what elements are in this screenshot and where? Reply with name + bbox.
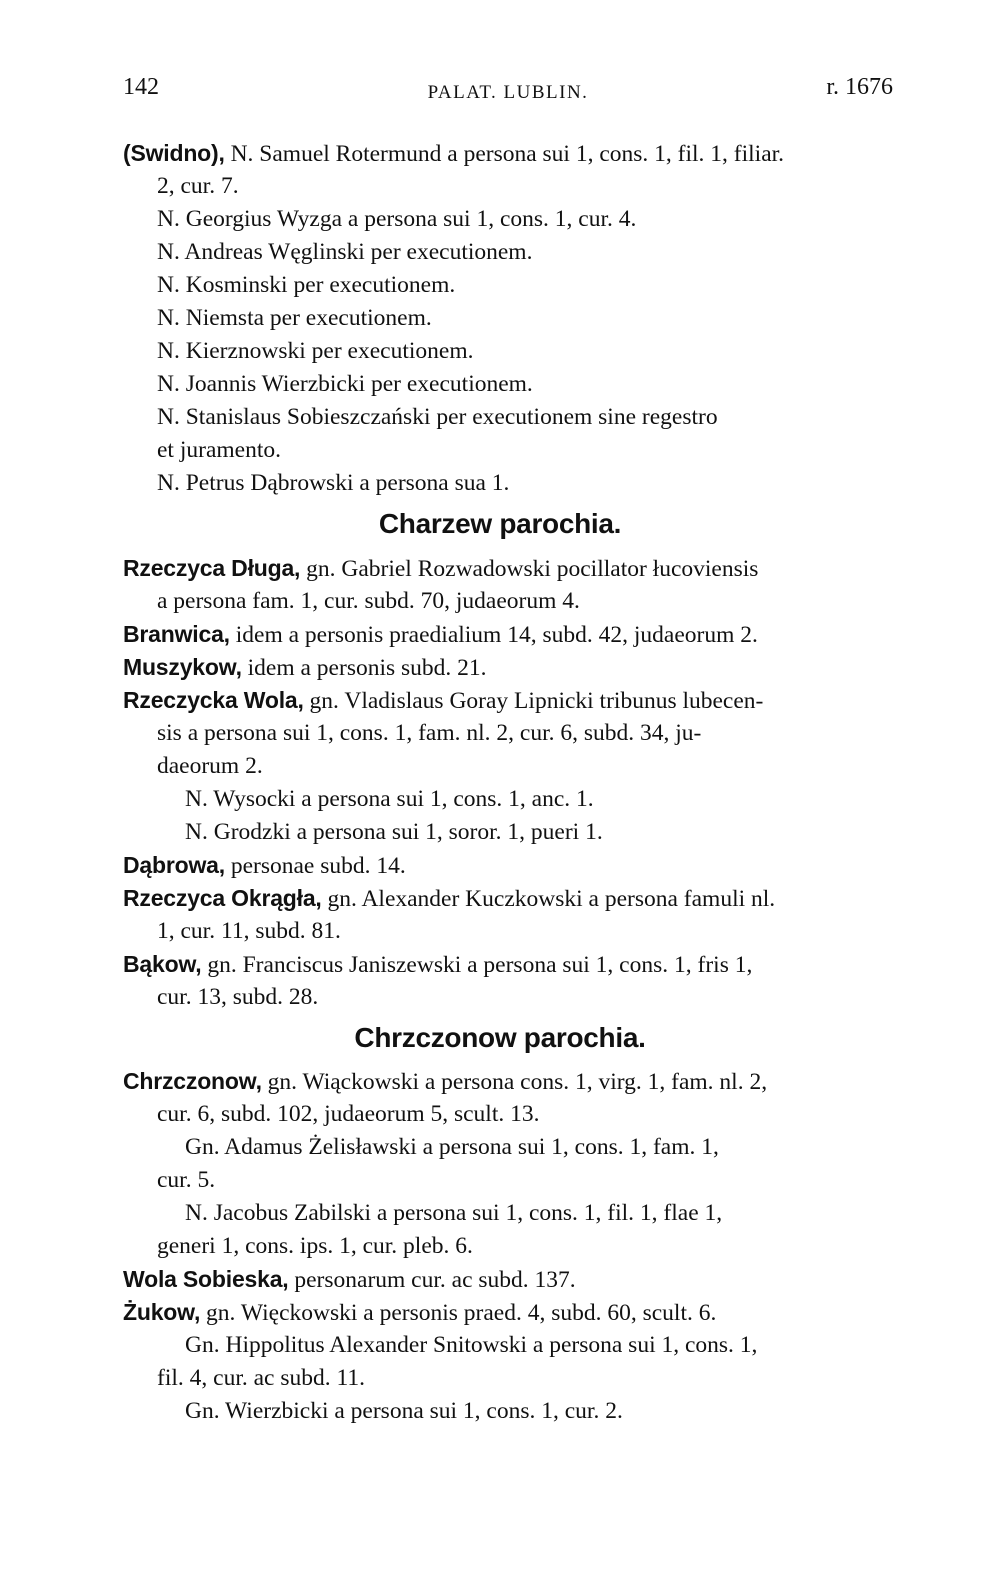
entry-line: Gn. Adamus Żelisławski a persona sui 1, cons. 1, fam. 1, <box>185 1134 719 1160</box>
running-title: PALAT. LUBLIN. <box>427 82 589 103</box>
entry-text: gn. Vladislaus Goray Lipnicki tribunus lubecen- <box>303 688 764 714</box>
place-name: Chrzczonow, <box>123 1068 262 1094</box>
entry-text: gn. Gabriel Rozwadowski pocillator łucoviensis <box>300 556 759 582</box>
entry-line: 2, cur. 7. <box>157 173 239 199</box>
entry-line <box>123 652 487 683</box>
entry-line: cur. 6, subd. 102, judaeorum 5, scult. 13. <box>157 1101 540 1127</box>
entry-line <box>123 619 758 650</box>
place-name: Wola Sobieska, <box>123 1266 289 1292</box>
entry-line <box>123 883 775 914</box>
entry-line: Gn. Hippolitus Alexander Snitowski a persona sui 1, cons. 1, <box>185 1332 758 1358</box>
entry-text: personarum cur. ac subd. 137. <box>288 1267 576 1293</box>
entry-line: N. Joannis Wierzbicki per executionem. <box>157 371 533 397</box>
entry-line: cur. 13, subd. 28. <box>157 984 319 1010</box>
entry-line: N. Grodzki a persona sui 1, soror. 1, pueri 1. <box>185 819 603 845</box>
page-number: 142 <box>123 74 159 100</box>
entry-line: N. Stanislaus Sobieszczański per executionem sine regestro <box>157 404 718 430</box>
entry-text: personae subd. 14. <box>224 853 406 879</box>
entry-text: N. Samuel Rotermund a persona sui 1, cons. 1, fil. 1, filiar. <box>224 141 785 167</box>
entry-line <box>123 949 752 980</box>
place-name: Branwica, <box>123 621 230 647</box>
entry-line: generi 1, cons. ips. 1, cur. pleb. 6. <box>157 1233 473 1259</box>
entry-line: N. Kosminski per executionem. <box>157 272 456 298</box>
entry-line <box>123 138 784 169</box>
entry-line: daeorum 2. <box>157 753 263 779</box>
entry-line: sis a persona sui 1, cons. 1, fam. nl. 2, cur. 6, subd. 34, ju- <box>157 720 702 746</box>
entry-line: Gn. Wierzbicki a persona sui 1, cons. 1, cur. 2. <box>185 1398 623 1424</box>
entry-line: a persona fam. 1, cur. subd. 70, judaeorum 4. <box>157 588 580 614</box>
entry-line: N. Jacobus Zabilski a persona sui 1, cons. 1, fil. 1, flae 1, <box>185 1200 723 1226</box>
place-name: Bąkow, <box>123 951 202 977</box>
place-name: Rzeczycka Wola, <box>123 687 304 713</box>
entry-line: N. Niemsta per executionem. <box>157 305 432 331</box>
running-head <box>123 74 893 114</box>
place-name: (Swidno), <box>123 140 225 166</box>
entry-line <box>123 1264 576 1295</box>
entry-line: N. Georgius Wyzga a persona sui 1, cons. 1, cur. 4. <box>157 206 637 232</box>
entry-line: cur. 5. <box>157 1167 216 1193</box>
entry-line <box>123 1066 767 1097</box>
year-label: r. 1676 <box>826 74 893 100</box>
entry-line <box>123 553 758 584</box>
entry-line <box>123 1297 716 1328</box>
entry-line: fil. 4, cur. ac subd. 11. <box>157 1365 365 1391</box>
entry-text: gn. Alexander Kuczkowski a persona famuli nl. <box>321 886 776 912</box>
entry-line: N. Petrus Dąbrowski a persona sua 1. <box>157 470 510 496</box>
entry-text: gn. Wiąckowski a persona cons. 1, virg. 1, fam. nl. 2, <box>261 1069 768 1095</box>
place-name: Rzeczyca Okrągła, <box>123 885 322 911</box>
place-name: Żukow, <box>123 1299 201 1325</box>
entry-line: 1, cur. 11, subd. 81. <box>157 918 341 944</box>
entry-line: N. Wysocki a persona sui 1, cons. 1, anc. 1. <box>185 786 594 812</box>
place-name: Muszykow, <box>123 654 242 680</box>
place-name: Dąbrowa, <box>123 852 225 878</box>
entry-line <box>123 685 763 716</box>
entry-line: N. Andreas Węglinski per executionem. <box>157 239 533 265</box>
entry-line <box>123 850 406 881</box>
entry-text: idem a personis praedialium 14, subd. 42, judaeorum 2. <box>229 622 758 648</box>
entry-line: et juramento. <box>157 437 281 463</box>
entry-text: gn. Franciscus Janiszewski a persona sui 1, cons. 1, fris 1, <box>201 952 753 978</box>
section-heading: Charzew parochia. <box>378 508 622 539</box>
entry-text: idem a personis subd. 21. <box>241 655 487 681</box>
section-heading: Chrzczonow parochia. <box>354 1022 646 1053</box>
place-name: Rzeczyca Długa, <box>123 555 301 581</box>
entry-line: N. Kierznowski per executionem. <box>157 338 474 364</box>
entry-text: gn. Więckowski a personis praed. 4, subd. 60, scult. 6. <box>200 1300 717 1326</box>
